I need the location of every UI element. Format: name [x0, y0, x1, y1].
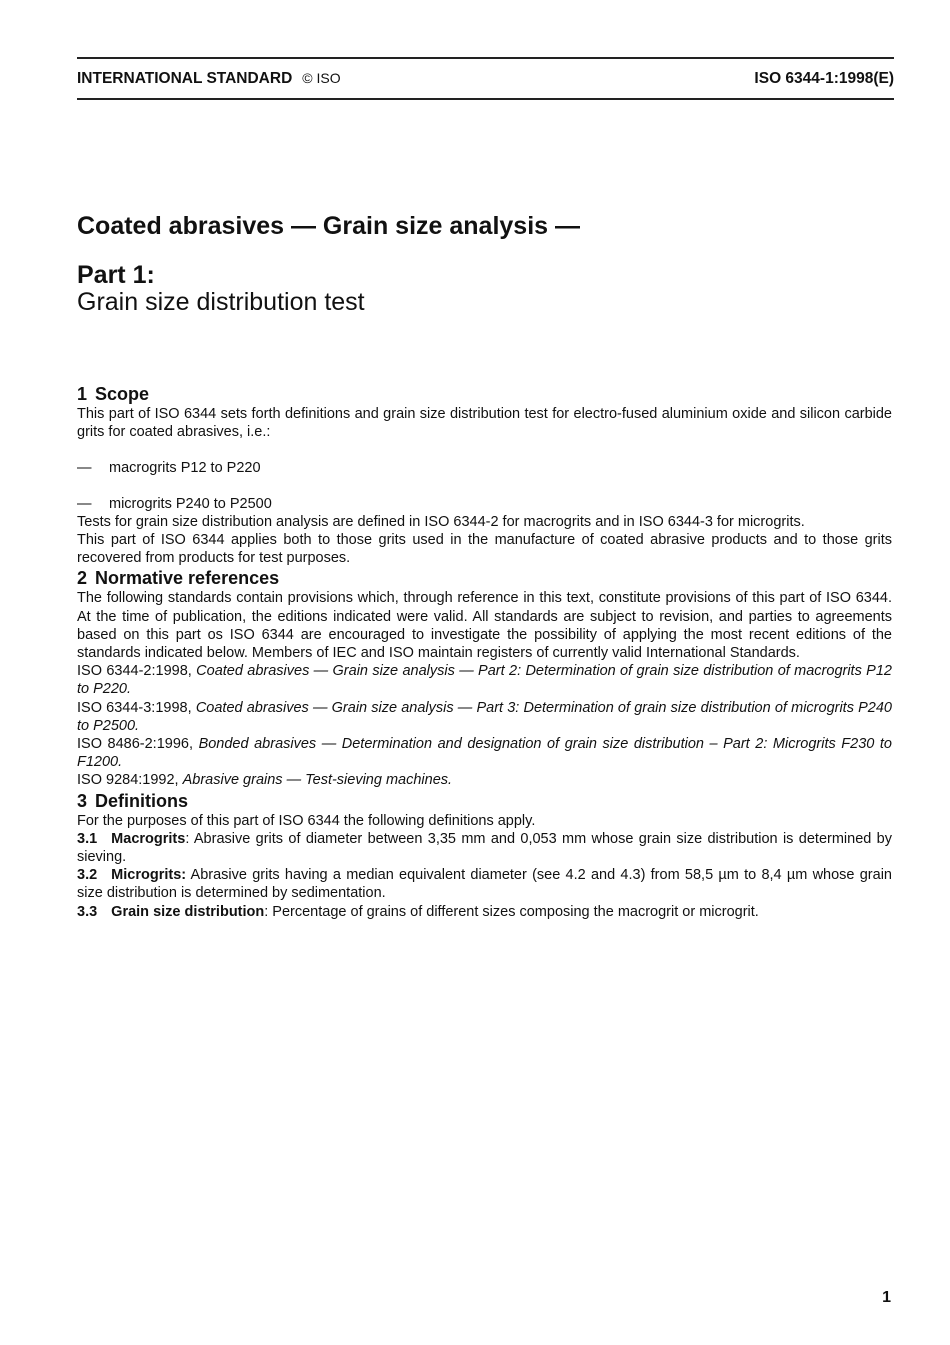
- list-item: [77, 459, 892, 477]
- section-number: 3: [77, 790, 88, 811]
- part-name: Grain size distribution test: [77, 288, 365, 316]
- reference-title: Coated abrasives — Grain size analysis — Part 3: Determination of grain size distribution of microgrits P240 to P2500.: [77, 699, 893, 734]
- section-title: Scope: [95, 384, 150, 404]
- reference-title: Bonded abrasives — Determination and designation of grain size distribution – Part 2: Microgrits F230 to F1200.: [77, 736, 892, 771]
- definition-text: : Abrasive grits of diameter between 3,35 mm and 0,053 mm whose grain size distribution is determined by sieving.: [77, 830, 892, 866]
- section-heading-normative-references: [77, 567, 892, 589]
- header-standard-label: INTERNATIONAL STANDARD: [77, 70, 293, 87]
- definition-number: 3.2: [77, 867, 98, 884]
- section-number: 1: [77, 384, 88, 404]
- header-document-number: ISO 6344-1:1998(E): [754, 70, 894, 87]
- header-copyright: © ISO: [302, 70, 341, 86]
- list-dash: —: [77, 495, 92, 512]
- reference-entry: [77, 662, 892, 698]
- reference-entry: [77, 735, 892, 771]
- scope-tests-paragraph: Tests for grain size distribution analysis are defined in ISO 6344-2 for macrogrits and in ISO 6344-3 for microgrits.: [77, 513, 805, 530]
- list-item-text: microgrits P240 to P2500: [109, 495, 272, 512]
- reference-code: ISO 8486-2:1996,: [77, 736, 193, 753]
- reference-title: Abrasive grains — Test-sieving machines.: [182, 772, 453, 789]
- definition-number: 3.1: [77, 830, 98, 847]
- section-title: Definitions: [95, 790, 189, 811]
- document-title: Coated abrasives — Grain size analysis —: [77, 212, 581, 240]
- references-intro-paragraph: The following standards contain provisions which, through reference in this text, constitute provisions of this part of ISO 6344. At the time of publication, the editions indicated were valid. All standards are subject to revision, and parties to agreements based on this part os ISO 6344 are encouraged to investigate the possibility of applying the most recent editions of the standards indicated below. Members of IEC and ISO maintain registers of currently valid International Standards.: [77, 590, 892, 662]
- section-heading-definitions: [77, 790, 892, 812]
- definition-entry: [77, 903, 892, 921]
- section-number: 2: [77, 568, 88, 589]
- section-heading-scope: [77, 383, 892, 405]
- header-left: [77, 70, 341, 88]
- page-number: 1: [882, 1289, 891, 1306]
- list-item: [77, 495, 892, 513]
- list-item-text: macrogrits P12 to P220: [109, 459, 261, 476]
- document-body: [77, 383, 892, 921]
- definition-entry: [77, 830, 892, 866]
- header-bottom-rule: [77, 98, 894, 100]
- definition-entry: [77, 866, 892, 902]
- reference-code: ISO 9284:1992,: [77, 772, 179, 789]
- definition-number: 3.3: [77, 903, 98, 920]
- reference-code: ISO 6344-2:1998,: [77, 663, 192, 680]
- definition-text: : Percentage of grains of different sizes composing the macrogrit or microgrit.: [264, 903, 759, 920]
- list-dash: —: [77, 459, 92, 476]
- definition-term: Grain size distribution: [111, 903, 265, 920]
- reference-code: ISO 6344-3:1998,: [77, 699, 192, 716]
- definition-text: Abrasive grits having a median equivalent diameter (see 4.2 and 4.3) from 58,5 µm to 8,4 µm whose grain size distribution is determined by sedimentation.: [77, 867, 892, 902]
- reference-entry: [77, 699, 892, 735]
- reference-entry: [77, 771, 892, 789]
- scope-applies-paragraph: This part of ISO 6344 applies both to those grits used in the manufacture of coated abrasive products and to those grits recovered from products for test purposes.: [77, 532, 892, 567]
- header-top-rule: [77, 57, 894, 59]
- definition-term: Macrogrits: [111, 830, 186, 847]
- definition-term: Microgrits:: [111, 867, 187, 884]
- definitions-intro-paragraph: For the purposes of this part of ISO 6344 the following definitions apply.: [77, 812, 536, 829]
- part-label: Part 1:: [77, 261, 155, 289]
- scope-intro-paragraph: This part of ISO 6344 sets forth definitions and grain size distribution test for electro-fused aluminium oxide and silicon carbide grits for coated abrasives, i.e.:: [77, 406, 892, 441]
- section-title: Normative references: [95, 568, 280, 589]
- reference-title: Coated abrasives — Grain size analysis — Part 2: Determination of grain size distribution of macrogrits P12 to P220.: [77, 663, 892, 698]
